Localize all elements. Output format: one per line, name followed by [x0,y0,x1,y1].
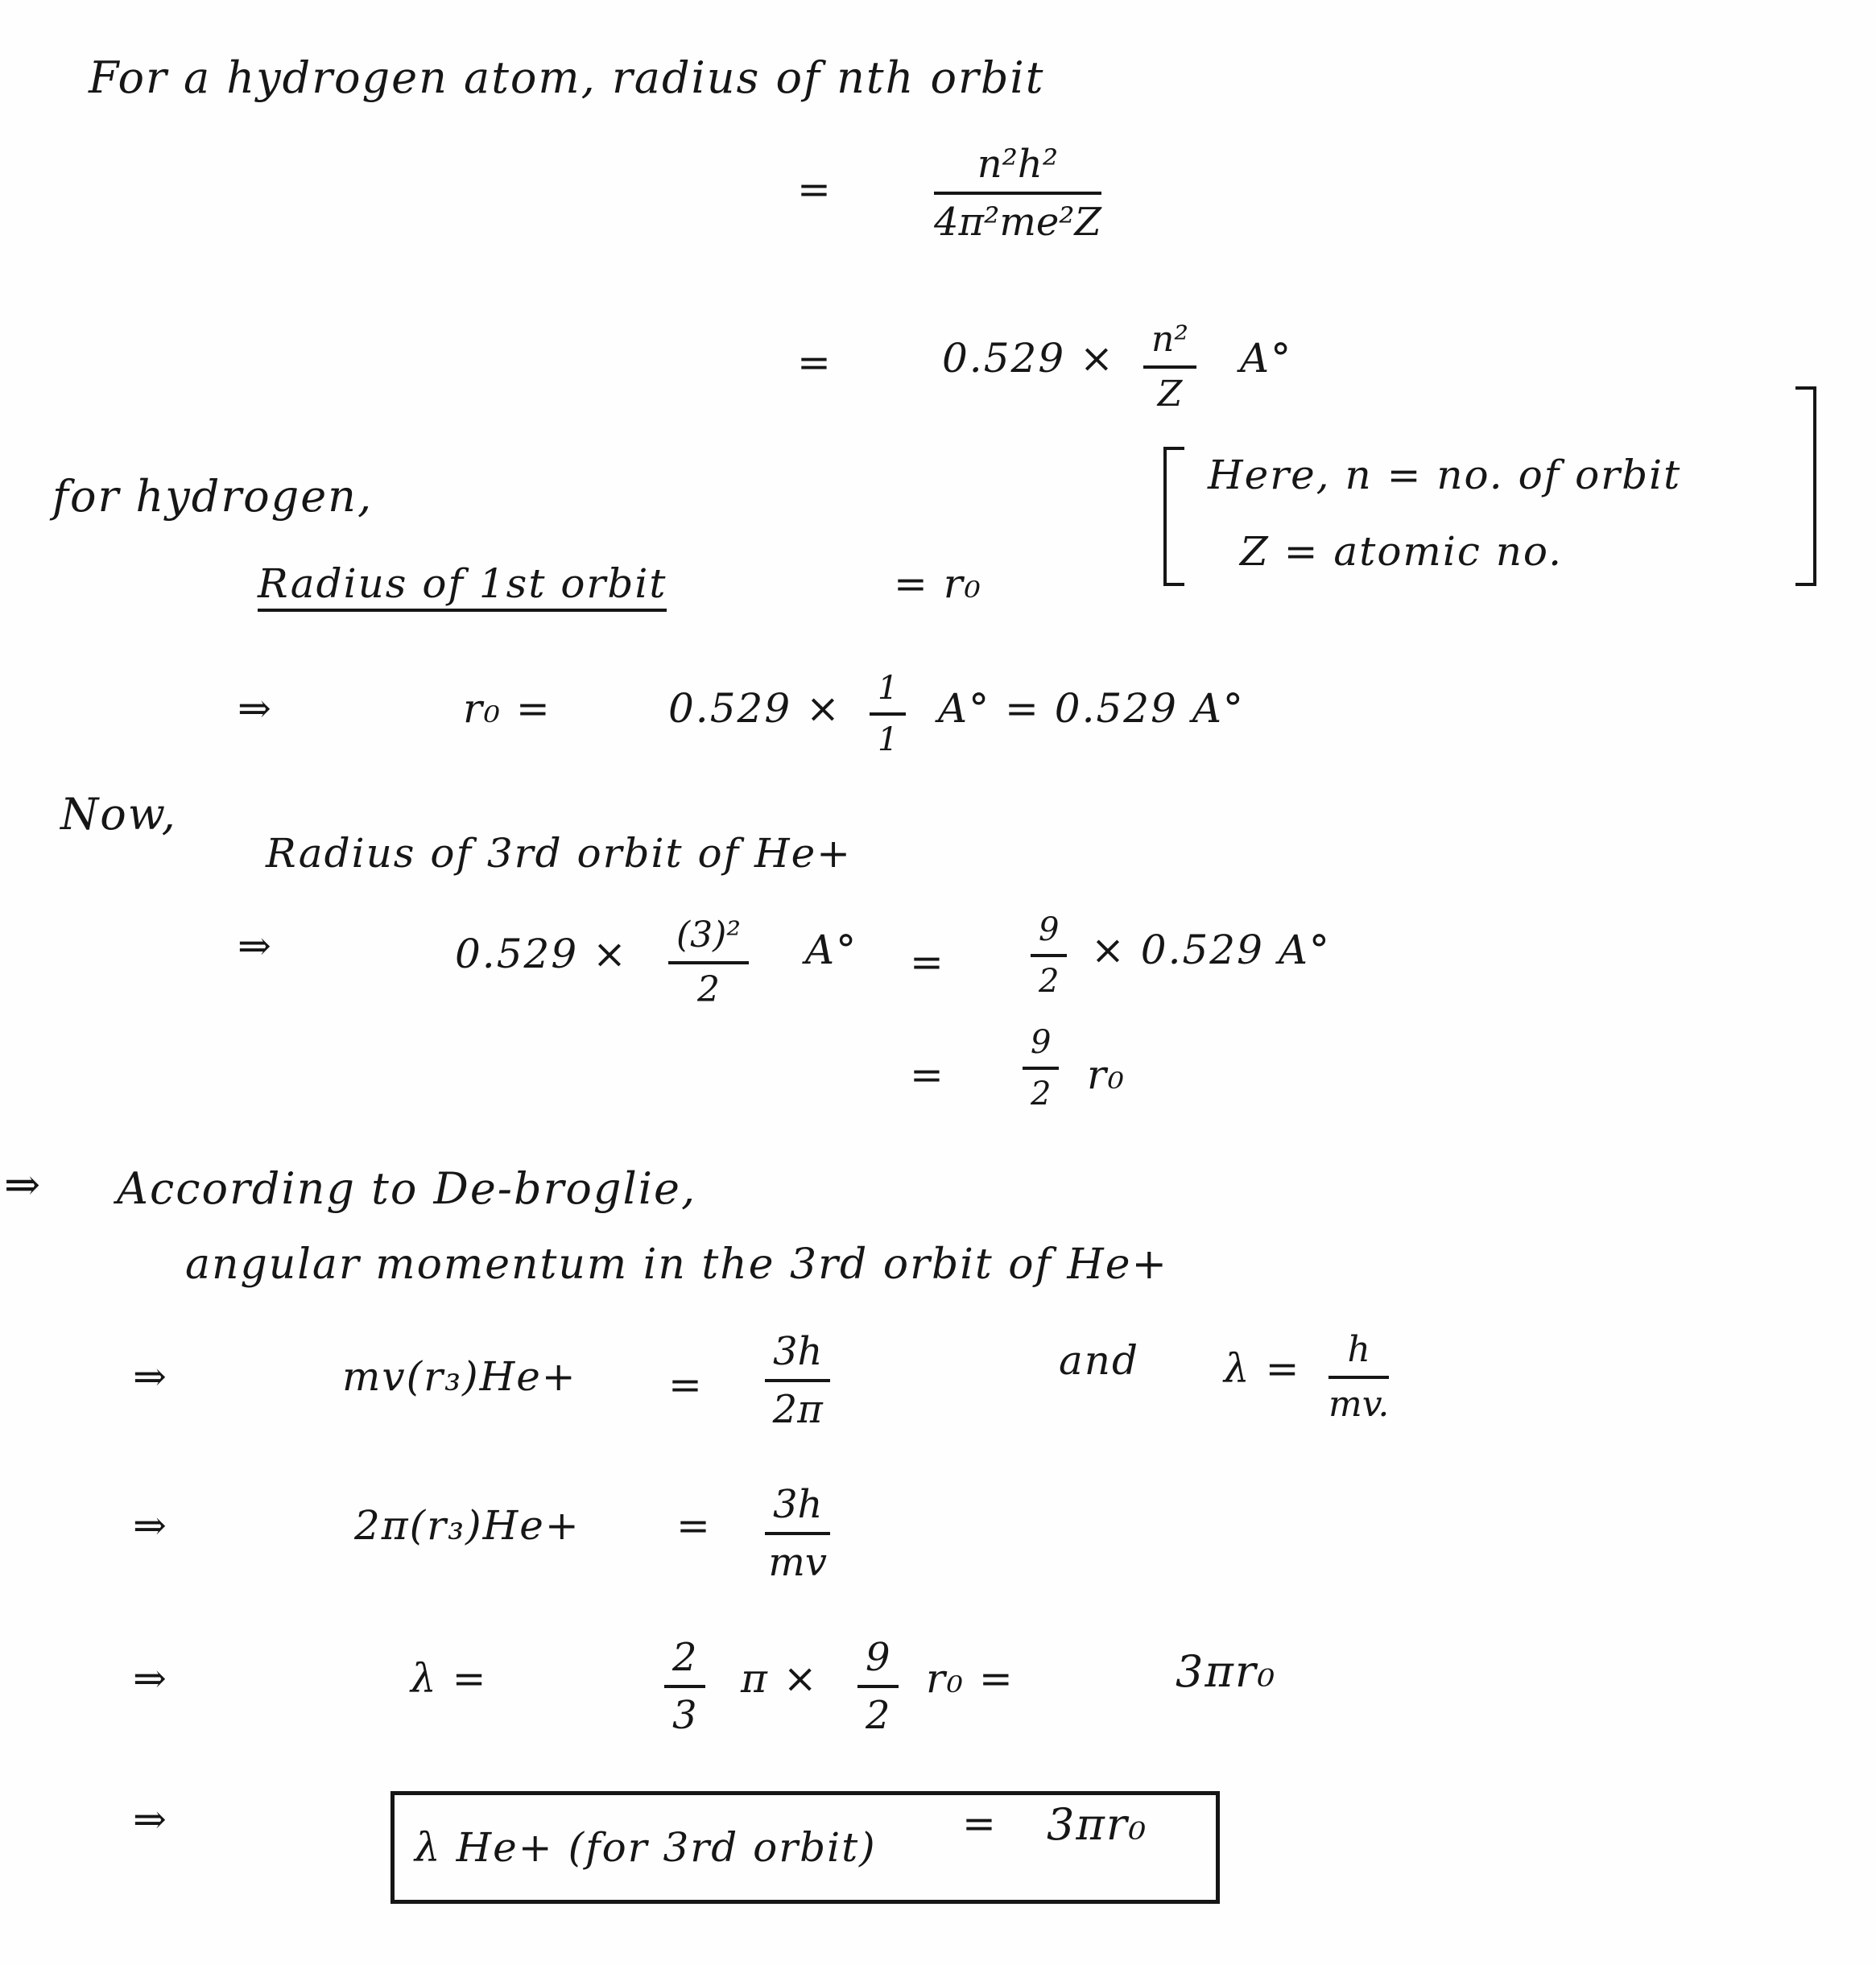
step-2pi-numerator: 3h [773,1482,823,1527]
step-lambda-n2: 9 [866,1635,890,1680]
step-mv-denominator: 2π [772,1387,823,1432]
formula2-coef: 0.529 × [942,335,1115,382]
formula1-denominator: 4π²me²Z [934,200,1101,245]
note-right-bracket [1795,386,1816,586]
step-he2-equals: = [910,1051,945,1098]
debroglie-line2: angular momentum in the 3rd orbit of He+ [185,1241,1169,1289]
step-2pi-lhs: 2π(r₃)He+ [354,1502,581,1549]
step-2pi-denominator: mv [768,1540,828,1585]
step-lambda-lhs: λ = [411,1655,488,1702]
debroglie-line1: According to De-broglie, [117,1163,697,1214]
step-lambda-rhs: 3πr₀ [1176,1646,1277,1697]
step-he-coef: 0.529 × [455,931,628,977]
step-mv-lambda: λ = [1224,1345,1301,1392]
note-line2: Z = atomic no. [1240,528,1564,575]
step-mv-arrow: ⇒ [133,1353,168,1400]
step-he-rhs-denominator: 2 [1039,963,1060,1000]
formula1-fraction [934,142,1101,245]
final-rhs: 3πr₀ [1047,1799,1148,1850]
final-lhs: λ He+ (for 3rd orbit) [415,1824,877,1871]
step-r0-rhs: A° = 0.529 A° [938,685,1245,732]
step-mv-lhs: mv(r₃)He+ [342,1353,577,1400]
step-r0-arrow: ⇒ [238,685,273,732]
formula2-numerator: n² [1151,319,1188,360]
step-mv-and: and [1059,1337,1140,1384]
step-lambda-arrow: ⇒ [133,1655,168,1702]
step-he2-numerator: 9 [1031,1024,1052,1061]
step-he2-fraction [1023,1024,1059,1113]
step-r0-fraction [870,672,906,756]
step-he-numerator: (3)² [676,914,741,956]
step-he-equals: = [910,939,945,985]
step-he-fraction [668,914,749,1010]
step-mv-lambda-numerator: h [1347,1329,1370,1370]
step-mv-numerator: 3h [773,1329,823,1374]
formula1-numerator: n²h² [977,142,1059,187]
step-he2-rhs: r₀ [1087,1051,1126,1098]
step-he-denominator: 2 [696,969,720,1010]
step-mv-equals: = [668,1361,704,1408]
step-mv-lambda-denominator: mv. [1328,1384,1390,1425]
step-2pi-equals: = [676,1502,712,1549]
step-2pi-fraction [765,1482,830,1585]
formula2-equals: = [797,339,833,386]
step-he-unit: A° [805,927,858,973]
hydrogen-label: for hydrogen, [52,471,374,522]
formula2-unit: A° [1240,335,1293,382]
step-lambda-tail: r₀ = [926,1655,1014,1702]
step-he-rhs-fraction [1031,911,1067,1000]
step-r0-denominator: 1 [878,721,899,758]
step-lambda-d1: 3 [672,1693,697,1738]
note-left-bracket [1163,447,1184,586]
note-line1: Here, n = no. of orbit [1208,452,1682,498]
intro-text: For a hydrogen atom, radius of nth orbit [89,52,1045,103]
step-r0-coef: 0.529 × [668,685,841,732]
formula1-equals: = [797,166,833,213]
step-lambda-d2: 2 [866,1693,890,1738]
formula2-denominator: Z [1157,374,1183,415]
step-mv-lambda-fraction [1328,1329,1390,1425]
step-he-rhs: × 0.529 A° [1091,927,1331,973]
step-he-arrow: ⇒ [238,923,273,969]
hydrogen-radius-label: Radius of 1st orbit [258,563,667,612]
hydrogen-radius-eq: = r₀ [894,560,982,607]
now-radius-he: Radius of 3rd orbit of He+ [266,830,853,877]
step-lambda-mid: π × [741,1655,819,1702]
debroglie-arrow: ⇒ [4,1159,43,1210]
step-mv-fraction [765,1329,830,1432]
step-r0-lhs: r₀ = [463,685,552,732]
now-label: Now, [60,789,177,840]
formula2-fraction [1143,319,1196,415]
step-lambda-frac1 [664,1635,705,1738]
step-r0-numerator: 1 [878,670,899,707]
step-he2-denominator: 2 [1031,1075,1052,1113]
step-he-rhs-numerator: 9 [1039,911,1060,948]
step-2pi-arrow: ⇒ [133,1502,168,1549]
step-lambda-n1: 2 [672,1635,697,1680]
final-equals: = [962,1800,998,1847]
step-lambda-frac2 [857,1635,899,1738]
final-arrow: ⇒ [133,1796,168,1843]
